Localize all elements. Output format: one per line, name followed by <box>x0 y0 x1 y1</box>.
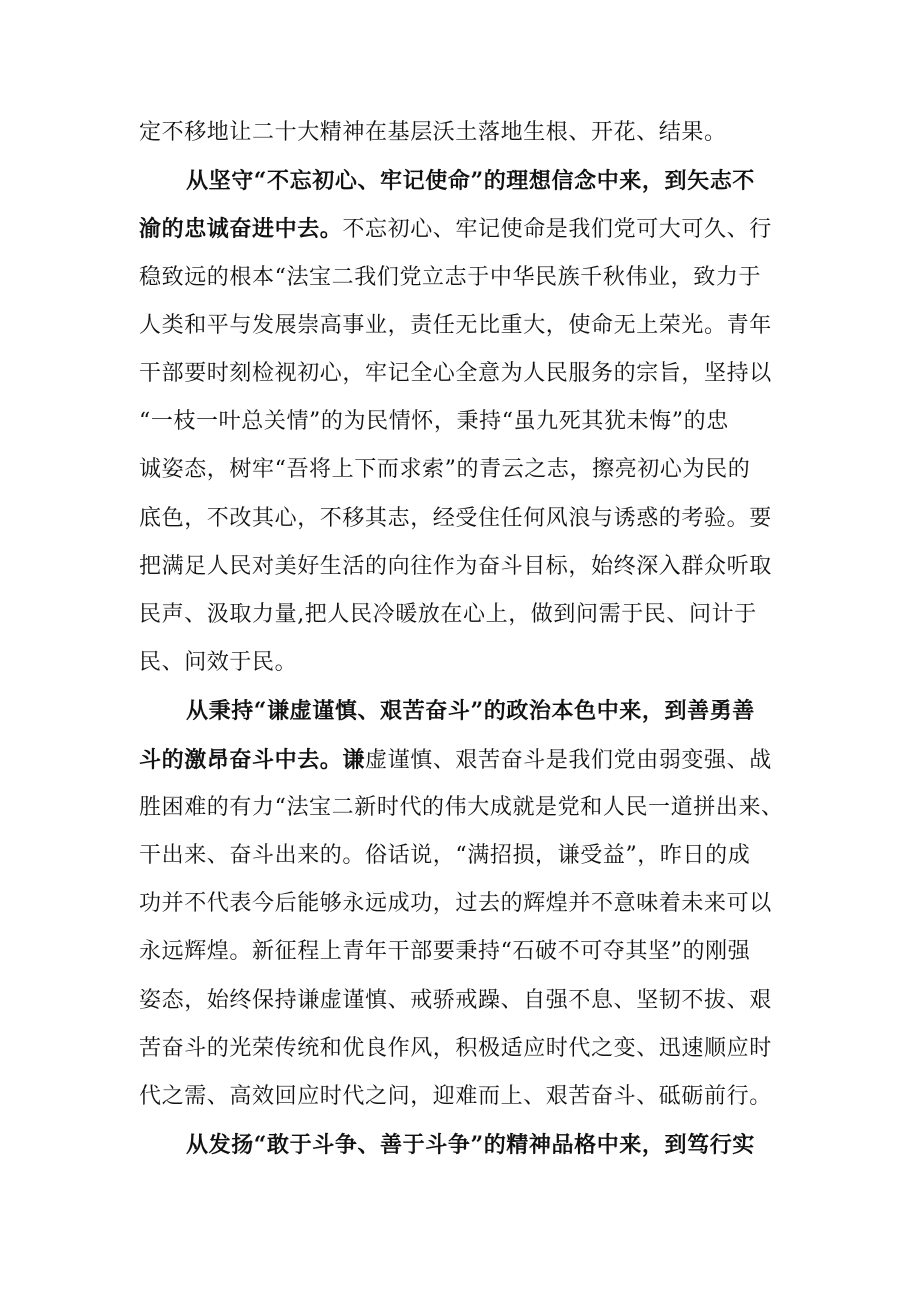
body-text: 干部要时刻检视初心，牢记全心全意为人民服务的宗旨，坚持以 <box>139 361 772 386</box>
text-line <box>139 446 750 494</box>
body-text: 永远辉煌。新征程上青年干部要秉持“石破不可夺其坚”的刚强 <box>139 939 751 965</box>
body-text: 胜困难的有力“法宝二新时代的伟大成就是党和人民一道拼出来、 <box>139 794 784 820</box>
text-line <box>139 109 727 157</box>
text-line <box>139 495 772 543</box>
bold-lead-text: 斗的激昂奋斗中去。谦 <box>139 746 366 773</box>
text-line <box>186 687 755 736</box>
text-line <box>139 1073 772 1121</box>
bold-lead-text: 从秉持“谦虚谨慎、艰苦奋斗”的政治本色中来，到善勇善 <box>186 698 755 725</box>
bold-lead-text: 从发扬“敢于斗争、善于斗争”的精神品格中来，到笃行实 <box>186 1132 755 1159</box>
body-text: 虚谨慎、艰苦奋斗是我们党由弱变强、战 <box>365 747 772 773</box>
text-line <box>186 157 755 206</box>
text-line <box>139 928 750 976</box>
bold-lead-text: 渝的忠诚奋进中去。 <box>139 216 343 243</box>
text-line <box>139 832 750 880</box>
text-line <box>139 736 772 785</box>
text-line <box>139 350 772 398</box>
text-line <box>139 398 729 446</box>
body-text: 不忘初心、牢记使命是我们党可大可久、行 <box>342 217 772 243</box>
body-text: 诚姿态，树牢“吾将上下而求索”的青云之志，擦亮初心为民的 <box>139 457 751 483</box>
body-text: 民、问效于民。 <box>139 650 298 676</box>
text-line <box>139 543 772 591</box>
text-line <box>139 591 757 639</box>
body-text: 干出来、奋斗出来的。俗话说，“满招损，谦受益”，昨日的成 <box>139 843 751 868</box>
text-line <box>139 639 297 687</box>
body-text: 民声、汲取力量,把人民冷暖放在心上，做到问需于民、问计于 <box>139 602 757 627</box>
body-text: 苦奋斗的光荣传统和优良作风，积极适应时代之变、迅速顺应时 <box>139 1035 772 1061</box>
body-text: 人类和平与发展崇高事业，责任无比重大，使命无上荣光。青年 <box>139 312 772 338</box>
body-text: 姿态，始终保持谦虚谨慎、戒骄戒躁、自强不息、坚韧不拔、艰 <box>139 987 772 1013</box>
body-text: 稳致远的根本“法宝二我们党立志于中华民族千秋伟业，致力于 <box>139 264 762 290</box>
bold-lead-text: 从坚守“不忘初心、牢记使命”的理想信念中来，到矢志不 <box>186 168 755 195</box>
text-line <box>139 254 761 302</box>
text-line <box>139 880 772 928</box>
body-text: “一枝一叶总关情”的为民情怀，秉持“虽九死其犹未悔”的忠 <box>139 409 729 435</box>
body-text: 底色，不改其心，不移其志，经受住任何风浪与诱惑的考验。要 <box>139 505 772 531</box>
text-line <box>139 784 784 832</box>
body-text: 把满足人民对美好生活的向往作为奋斗目标，始终深入群众听取 <box>139 553 772 579</box>
text-line <box>139 302 772 350</box>
text-line <box>139 205 772 254</box>
text-line <box>139 977 772 1025</box>
body-text: 代之需、高效回应时代之问，迎难而上、艰苦奋斗、砥砺前行。 <box>139 1084 772 1109</box>
text-line <box>186 1121 755 1170</box>
text-line <box>139 1025 772 1073</box>
body-text: 功并不代表今后能够永远成功，过去的辉煌并不意味着未来可以 <box>139 891 772 917</box>
body-text: 定不移地让二十大精神在基层沃土落地生根、开花、结果。 <box>139 120 727 145</box>
